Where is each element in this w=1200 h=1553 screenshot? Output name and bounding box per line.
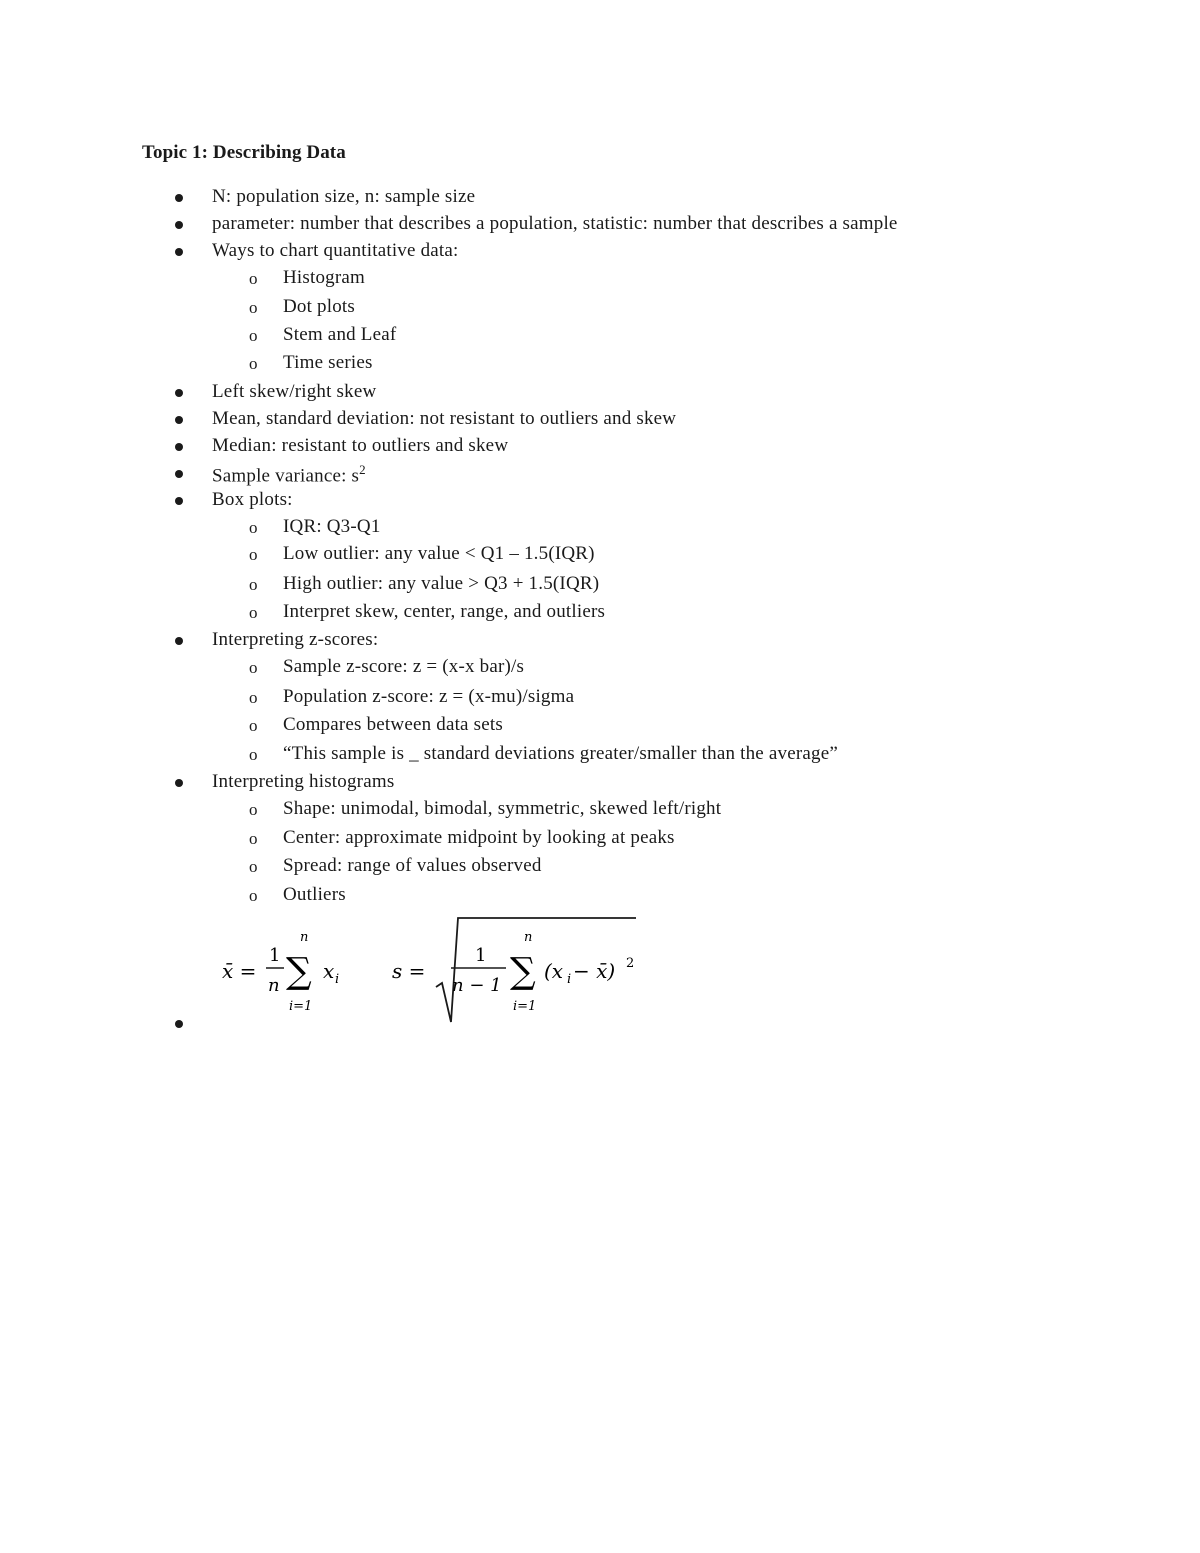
item-text-main: Center: approximate midpoint by looking at peaks: [283, 827, 675, 848]
sd-term-open: (x: [544, 959, 564, 983]
item-text-main: N: population size, n: sample size: [212, 186, 476, 207]
item-text-main: Outliers: [283, 884, 346, 905]
item-text-main: Median: resistant to outliers and skew: [212, 435, 509, 456]
sub-bullet-icon: o: [249, 603, 258, 622]
item-text: [283, 601, 605, 623]
bullet-icon: [175, 248, 183, 256]
sub-bullet-icon: o: [249, 298, 258, 317]
sub-bullet-icon: o: [249, 354, 258, 373]
sd-numerator: 1: [475, 945, 487, 966]
item-text: [212, 489, 293, 511]
sd-exponent: 2: [626, 956, 635, 971]
item-text: [283, 324, 396, 346]
formula-image: [222, 915, 642, 1025]
item-text-main: IQR: Q3-Q1: [283, 516, 381, 537]
item-text: [212, 771, 394, 793]
item-text-main: High outlier: any value > Q3 + 1.5(IQR): [283, 573, 600, 594]
bullet-icon: [175, 1020, 183, 1028]
item-text: [212, 240, 459, 262]
item-text-main: “This sample is _ standard deviations greater/smaller than the average”: [283, 743, 838, 764]
item-text-main: Ways to chart quantitative data:: [212, 240, 459, 261]
item-text: [283, 573, 599, 595]
mean-denominator: n: [268, 975, 280, 996]
sub-bullet-icon: o: [249, 745, 258, 764]
bullet-icon: [175, 416, 183, 424]
item-text-main: Interpreting histograms: [212, 771, 395, 792]
item-text: [212, 381, 376, 403]
bullet-icon: [175, 779, 183, 787]
item-text-main: Mean, standard deviation: not resistant to outliers and skew: [212, 408, 677, 429]
item-text-main: Sample z-score: z = (x-x bar)/s: [283, 656, 525, 677]
item-text-main: Compares between data sets: [283, 714, 503, 735]
item-text: [283, 267, 365, 289]
item-text-main: Time series: [283, 352, 373, 373]
bullet-icon: [175, 389, 183, 397]
item-text: [283, 352, 373, 374]
item-text-main: Shape: unimodal, bimodal, symmetric, skewed left/right: [283, 798, 722, 819]
item-text: [283, 516, 381, 538]
item-text-main: Dot plots: [283, 296, 356, 317]
bullet-icon: [175, 497, 183, 505]
sub-bullet-icon: o: [249, 575, 258, 594]
item-text: [283, 884, 346, 906]
bullet-icon: [175, 194, 183, 202]
sub-bullet-icon: o: [249, 886, 258, 905]
mean-term-sub: i: [335, 972, 340, 987]
item-text-main: Low outlier: any value < Q1 – 1.5(IQR): [283, 543, 595, 564]
item-text: [283, 656, 524, 678]
sub-bullet-icon: o: [249, 545, 258, 564]
mean-sum-lower: i=1: [289, 999, 313, 1014]
sub-bullet-icon: o: [249, 326, 258, 345]
item-text-main: Spread: range of values observed: [283, 855, 542, 876]
bullet-icon: [175, 443, 183, 451]
item-text: [283, 827, 675, 849]
item-text-main: Population z-score: z = (x-mu)/sigma: [283, 686, 575, 707]
item-text: [212, 435, 508, 457]
sd-sum-lower: i=1: [513, 999, 537, 1014]
sub-bullet-icon: o: [249, 518, 258, 537]
item-text-main: Sample variance: s: [212, 465, 360, 487]
item-text: [283, 543, 595, 565]
mean-lhs: x̄ =: [222, 959, 257, 983]
sub-bullet-icon: o: [249, 658, 258, 677]
mean-sigma-icon: ∑: [286, 951, 312, 992]
item-text-main: Box plots:: [212, 489, 293, 510]
item-text: [212, 462, 366, 487]
sd-term-sub: i: [567, 972, 572, 987]
formula-svg: [222, 915, 642, 1025]
sub-bullet-icon: o: [249, 857, 258, 876]
item-text-main: Interpret skew, center, range, and outliers: [283, 601, 606, 622]
mean-sum-upper: n: [300, 930, 309, 945]
item-text: [283, 296, 355, 318]
sd-term-rest: − x̄): [573, 959, 616, 983]
item-text: [283, 686, 574, 708]
mean-term: x: [323, 959, 335, 983]
item-text: [212, 629, 378, 651]
sd-denominator: n − 1: [452, 975, 502, 996]
mean-numerator: 1: [269, 945, 281, 966]
item-text: [212, 186, 475, 208]
sd-sigma-icon: ∑: [510, 951, 536, 992]
sd-sum-upper: n: [524, 930, 533, 945]
item-text: [283, 798, 721, 820]
sub-bullet-icon: o: [249, 829, 258, 848]
sd-lhs: s =: [392, 959, 426, 983]
item-text-main: Stem and Leaf: [283, 324, 397, 345]
item-text: [212, 213, 898, 235]
superscript: 2: [359, 462, 366, 477]
item-text-main: parameter: number that describes a population, statistic: number that describes a sample: [212, 213, 898, 234]
sub-bullet-icon: o: [249, 688, 258, 707]
page-title: Topic 1: Describing Data: [142, 142, 346, 163]
bullet-icon: [175, 221, 183, 229]
item-text-main: Left skew/right skew: [212, 381, 377, 402]
item-text: [283, 714, 503, 736]
item-text: [283, 855, 542, 877]
item-text: [283, 743, 838, 765]
sub-bullet-icon: o: [249, 800, 258, 819]
item-text-main: Interpreting z-scores:: [212, 629, 379, 650]
bullet-icon: [175, 637, 183, 645]
bullet-icon: [175, 470, 183, 478]
item-text: [212, 408, 676, 430]
sub-bullet-icon: o: [249, 269, 258, 288]
sub-bullet-icon: o: [249, 716, 258, 735]
item-text-main: Histogram: [283, 267, 366, 288]
